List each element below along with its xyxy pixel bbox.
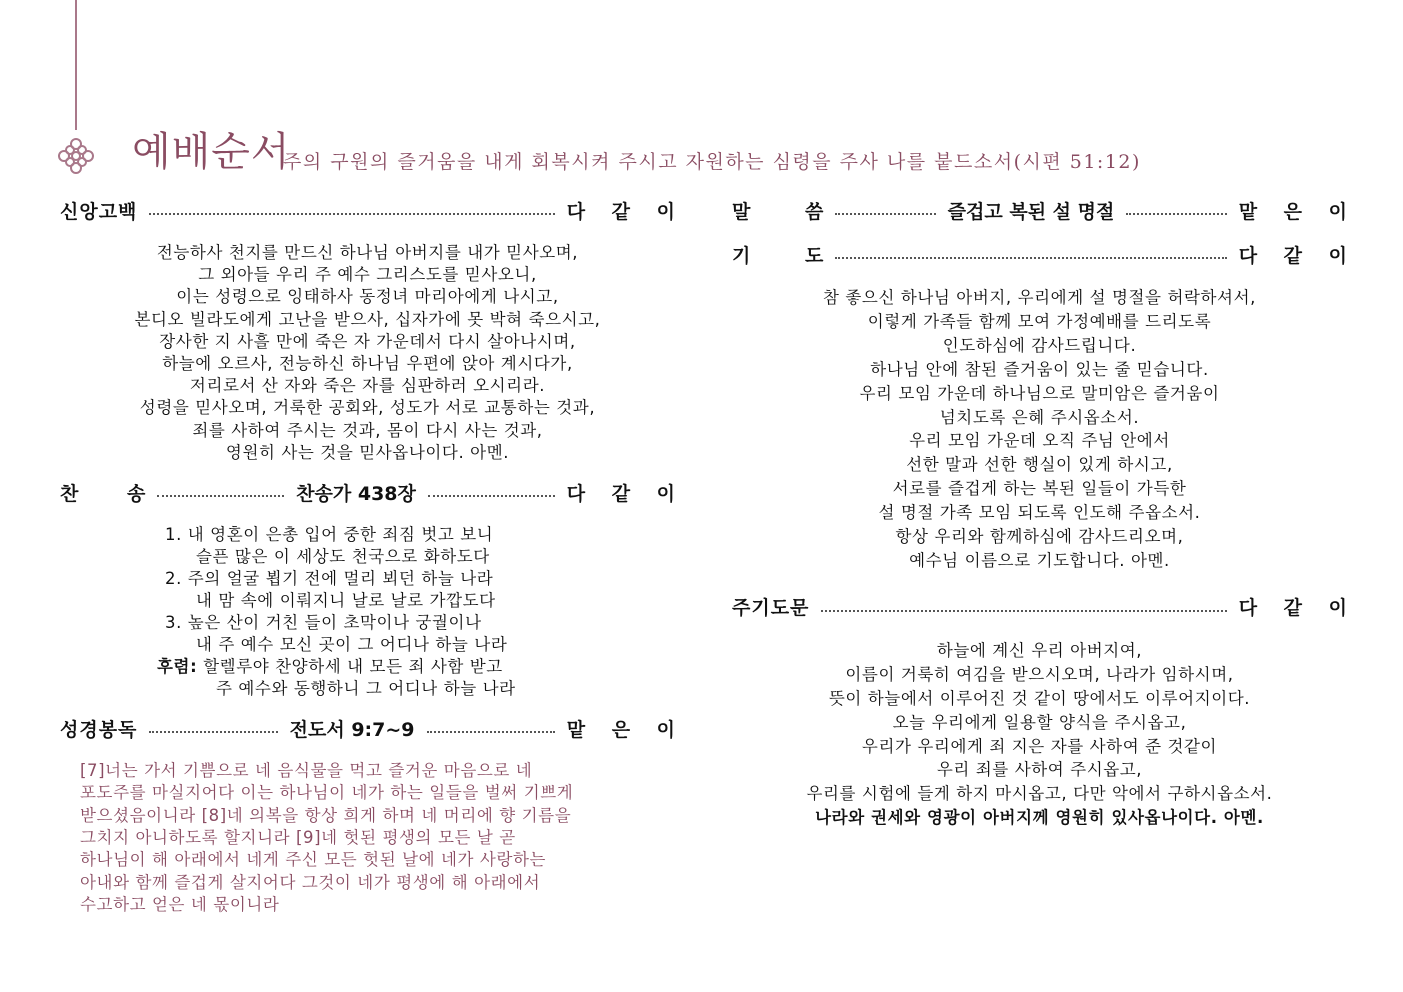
knot-ornament-icon (56, 136, 96, 176)
sermon-response: 맡 은 이 (1238, 200, 1357, 223)
scripture-line: [7]너는 가서 기쁨으로 네 음식물을 먹고 즐거운 마음으로 네 (80, 761, 533, 781)
leader-dots (1126, 213, 1226, 215)
hymn-heading (60, 472, 686, 512)
leader-dots (428, 495, 555, 497)
scripture-line: 아내와 함께 즐겁게 살지어다 그것이 네가 평생에 해 아래에서 (80, 872, 541, 892)
lords-prayer-line: 나라와 권세와 영광이 아버지께 영원히 있사옵나이다. 아멘. (815, 808, 1264, 828)
leader-dots (427, 731, 555, 733)
leader-dots (157, 495, 284, 497)
creed-line: 이는 성령으로 잉태하사 동정녀 마리아에게 나시고, (176, 287, 559, 307)
lords-prayer-line: 우리를 시험에 들게 하지 마시옵고, 다만 악에서 구하시옵소서. (806, 784, 1273, 804)
creed-line: 성령을 믿사오며, 거룩한 공회와, 성도가 서로 교통하는 것과, (139, 398, 596, 418)
scripture-line: 포도주를 마실지어다 이는 하나님이 네가 하는 일들을 벌써 기쁘게 (80, 783, 574, 803)
leader-dots (149, 213, 554, 215)
lords-prayer-text (732, 639, 1347, 830)
hymn-response: 다 같 이 (566, 482, 686, 505)
hymn-line: 내 주 예수 모신 곳이 그 어디나 하늘 나라 (196, 635, 508, 655)
prayer-response: 다 같 이 (1238, 244, 1357, 267)
header-verse: 주의 구원의 즐거움을 내게 회복시켜 주시고 자원하는 심령을 주사 나를 붙드소서(시편 51:12) (283, 151, 1141, 173)
refrain-label: 후렴: (157, 657, 198, 677)
lords-prayer-line: 우리 죄를 사하여 주시옵고, (936, 760, 1143, 780)
sermon-title: 즐겁고 복된 설 명절 (947, 200, 1115, 223)
hymn-line: 1. 내 영혼이 은총 입어 중한 죄짐 벗고 보니 (165, 525, 494, 545)
prayer-line: 하나님 안에 참된 즐거움이 있는 줄 믿습니다. (870, 359, 1209, 379)
prayer-line: 설 명절 가족 모임 되도록 인도해 주옵소서. (878, 503, 1201, 523)
hymn-text (60, 524, 675, 700)
hanging-cord (75, 0, 77, 130)
hymn-label: 찬 송 (60, 482, 146, 505)
leader-dots (835, 213, 935, 215)
prayer-line: 선한 말과 선한 행실이 있게 하시고, (906, 455, 1173, 475)
creed-text (60, 242, 675, 464)
prayer-line: 인도하심에 감사드립니다. (942, 335, 1137, 355)
refrain-text: 할렐루야 찬양하세 내 모든 죄 사함 받고 (203, 657, 503, 677)
prayer-line: 항상 우리와 함께하심에 감사드리오며, (895, 527, 1184, 547)
leader-dots (821, 610, 1226, 612)
prayer-heading (732, 234, 1357, 274)
hymn-line: 2. 주의 얼굴 뵙기 전에 멀리 뵈던 하늘 나라 (165, 569, 494, 589)
scripture-line: 하나님이 해 아래에서 네게 주신 모든 헛된 날에 네가 사랑하는 (80, 850, 547, 870)
sermon-heading (732, 190, 1357, 230)
hymn-title: 찬송가 438장 (296, 482, 416, 505)
hymn-line: 내 맘 속에 이뤄지니 날로 날로 가깝도다 (196, 591, 496, 611)
lords-prayer-response: 다 같 이 (1238, 597, 1357, 620)
hymn-line: 3. 높은 산이 거친 들이 초막이나 궁궐이나 (165, 613, 482, 633)
lords-prayer-line: 우리가 우리에게 죄 지은 자를 사하여 준 것같이 (861, 736, 1218, 756)
creed-line: 영원히 사는 것을 믿사옵나이다. 아멘. (225, 442, 510, 462)
prayer-line: 우리 모임 가운데 하나님으로 말미암은 즐거움이 (859, 383, 1220, 403)
creed-line: 전능하사 천지를 만드신 하나님 아버지를 내가 믿사오며, (156, 243, 579, 262)
lords-prayer-heading (732, 587, 1357, 627)
scripture-line: 수고하고 얻은 네 몫이니라 (80, 894, 280, 914)
creed-line: 하늘에 오르사, 전능하신 하나님 우편에 앉아 계시다가, (162, 354, 573, 374)
reading-heading (60, 708, 686, 748)
hymn-line: 슬픈 많은 이 세상도 천국으로 화하도다 (196, 547, 490, 567)
refrain-line: 주 예수와 동행하니 그 어디나 하늘 나라 (216, 679, 516, 699)
lords-prayer-line: 하늘에 계신 우리 아버지여, (936, 640, 1143, 660)
creed-line: 장사한 지 사흘 만에 죽은 자 가운데서 다시 살아나시며, (159, 331, 576, 351)
reading-title: 전도서 9:7~9 (289, 718, 415, 741)
creed-response: 다 같 이 (566, 200, 685, 223)
reading-label: 성경봉독 (60, 718, 138, 741)
creed-line: 본디오 빌라도에게 고난을 받으사, 십자가에 못 박혀 죽으시고, (134, 309, 601, 329)
left-column (60, 190, 686, 916)
leader-dots (149, 731, 277, 733)
lords-prayer-line: 뜻이 하늘에서 이루어진 것 같이 땅에서도 이루어지이다. (828, 688, 1251, 708)
creed-label: 신앙고백 (60, 200, 138, 223)
creed-heading (60, 190, 685, 230)
reading-response: 맡 은 이 (566, 718, 686, 741)
prayer-line: 예수님 이름으로 기도합니다. 아멘. (909, 550, 1170, 570)
prayer-line: 참 좋으신 하나님 아버지, 우리에게 설 명절을 허락하셔서, (822, 288, 1256, 307)
prayer-text (732, 286, 1347, 573)
scripture-line: 그치지 아니하도록 할지니라 [9]네 헛된 평생의 모든 날 곧 (80, 827, 516, 847)
prayer-line: 넘치도록 은혜 주시옵소서. (939, 407, 1140, 427)
creed-line: 저리로서 산 자와 죽은 자를 심판하러 오시리라. (189, 376, 546, 396)
refrain-line (157, 656, 675, 678)
prayer-line: 우리 모임 가운데 오직 주님 안에서 (909, 431, 1170, 451)
prayer-line: 서로를 즐겁게 하는 복된 일들이 가득한 (892, 479, 1187, 499)
leader-dots (835, 257, 1226, 259)
lords-prayer-line: 오늘 우리에게 일용할 양식을 주시옵고, (892, 712, 1187, 732)
creed-line: 죄를 사하여 주시는 것과, 몸이 다시 사는 것과, (192, 420, 543, 440)
scripture-line: 받으셨음이니라 [8]네 의복을 항상 희게 하며 네 머리에 향 기름을 (80, 805, 572, 825)
sermon-label: 말 씀 (732, 200, 824, 223)
creed-line: 그 외아들 우리 주 예수 그리스도를 믿사오니, (198, 265, 537, 285)
prayer-label: 기 도 (732, 244, 824, 267)
scripture-text (60, 760, 675, 916)
page-title: 예배순서 (132, 129, 291, 175)
lords-prayer-line: 이름이 거룩히 여김을 받으시오며, 나라가 임하시며, (845, 664, 1234, 684)
lords-prayer-label: 주기도문 (732, 597, 810, 620)
right-column (732, 190, 1357, 830)
prayer-line: 이렇게 가족들 함께 모여 가정예배를 드리도록 (867, 311, 1212, 331)
